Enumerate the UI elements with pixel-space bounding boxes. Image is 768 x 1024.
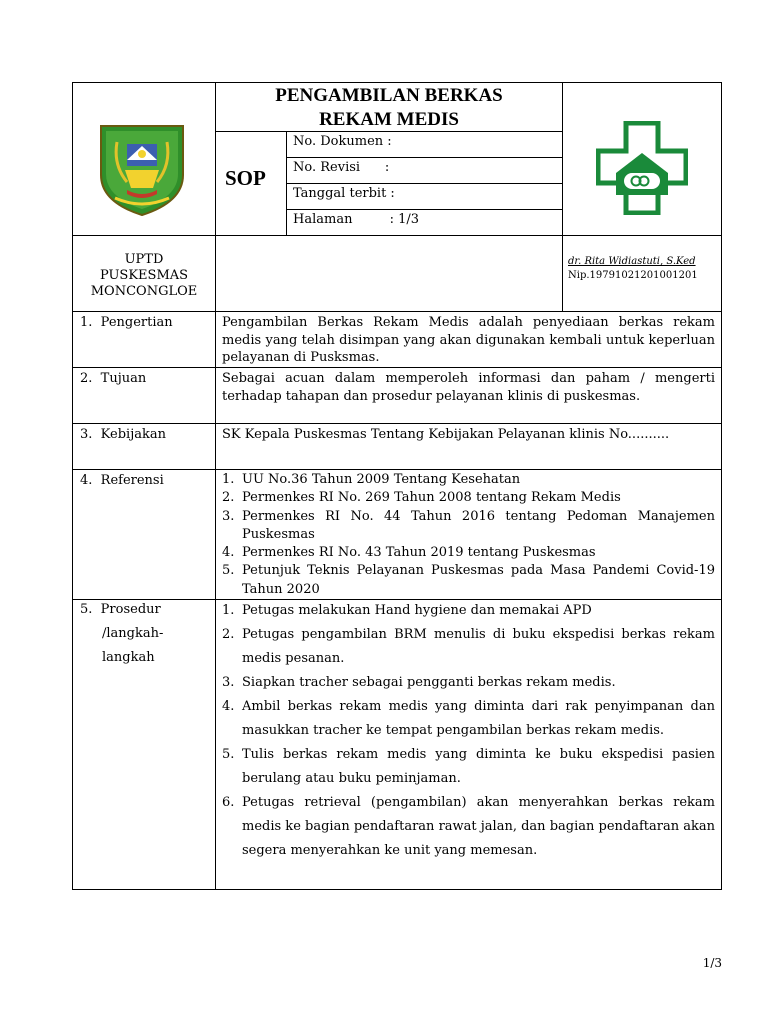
section-label-prosedur-3: langkah [102, 650, 155, 665]
signer-nip: Nip.19791021201001201 [568, 270, 698, 281]
divider [72, 235, 722, 236]
section-label-pengertian: 1. Pengertian [80, 315, 173, 330]
list-item: 5. Tulis berkas rekam medis yang diminta ke buku ekspedisi pasien berulang atau buku peminjaman. [222, 747, 715, 786]
section-label-prosedur-2: /langkah- [102, 626, 164, 641]
table-border-top [72, 82, 722, 83]
section-label-prosedur: 5. Prosedur [80, 602, 161, 617]
field-issue-date: Tanggal terbit : [293, 186, 395, 201]
field-revision-number: No. Revisi : [293, 160, 390, 175]
field-document-number: No. Dokumen : [293, 134, 392, 149]
divider [215, 82, 216, 890]
section-label-kebijakan: 3. Kebijakan [80, 427, 166, 442]
divider [286, 183, 563, 184]
list-item: 3. Permenkes RI No. 44 Tahun 2016 tentang Pedoman Manajemen Puskesmas [222, 508, 715, 542]
table-border-right [721, 82, 722, 890]
table-border-bottom [72, 889, 722, 890]
field-page: Halaman : 1/3 [293, 212, 420, 227]
puskesmas-green-cross-emblem [596, 121, 688, 215]
unit-name-line3: MONCONGLOE [90, 284, 198, 299]
divider [215, 131, 563, 132]
regency-shield-emblem [97, 120, 187, 218]
sop-label: SOP [225, 166, 266, 190]
unit-name-line1: UPTD [124, 252, 164, 267]
list-item: 2. Petugas pengambilan BRM menulis di buku ekspedisi berkas rekam medis pesanan. [222, 627, 715, 666]
unit-name-line2: PUSKESMAS [99, 268, 189, 283]
list-item: 4. Permenkes RI No. 43 Tahun 2019 tentang Puskesmas [222, 545, 596, 561]
section-text-kebijakan: SK Kepala Puskesmas Tentang Kebijakan Pelayanan klinis No.......... [222, 427, 670, 442]
divider [286, 157, 563, 158]
section-text-pengertian: Pengambilan Berkas Rekam Medis adalah penyediaan berkas rekam medis yang telah disimpan yang akan digunakan kembali untuk keperluan pelayanan di Pusksmas. [222, 315, 715, 365]
divider [562, 82, 563, 311]
divider [72, 423, 722, 424]
section-label-referensi: 4. Referensi [80, 473, 164, 488]
list-item: 3. Siapkan tracher sebagai pengganti berkas rekam medis. [222, 675, 616, 690]
divider [72, 367, 722, 368]
list-item: 2. Permenkes RI No. 269 Tahun 2008 tentang Rekam Medis [222, 490, 621, 506]
signer-name: dr. Rita Widiastuti, S.Ked [568, 256, 696, 267]
divider [72, 469, 722, 470]
document-title-line2: REKAM MEDIS [319, 109, 459, 130]
reference-list [222, 471, 715, 599]
page-number: 1/3 [702, 956, 722, 970]
procedure-list [222, 599, 715, 863]
list-item: 1. UU No.36 Tahun 2009 Tentang Kesehatan [222, 472, 521, 487]
divider [286, 209, 563, 210]
section-label-tujuan: 2. Tujuan [80, 371, 147, 386]
section-text-tujuan: Sebagai acuan dalam memperoleh informasi dan paham / mengerti terhadap tahapan dan prosedur pelayanan klinis di puskesmas. [222, 371, 715, 404]
list-item: 5. Petunjuk Teknis Pelayanan Puskesmas pada Masa Pandemi Covid-19 Tahun 2020 [222, 563, 715, 597]
document-title-line1: PENGAMBILAN BERKAS [275, 85, 503, 106]
list-item: 4. Ambil berkas rekam medis yang diminta dari rak penyimpanan dan masukkan tracher ke tempat pengambilan berkas rekam medis. [222, 699, 715, 738]
list-item: 1. Petugas melakukan Hand hygiene dan memakai APD [222, 603, 592, 618]
table-border-left [72, 82, 73, 890]
list-item: 6. Petugas retrieval (pengambilan) akan menyerahkan berkas rekam medis ke bagian pendaftaran rawat jalan, dan bagian pendaftaran akan segera menyerahkan ke unit yang memesan. [222, 795, 715, 858]
divider [72, 311, 722, 312]
